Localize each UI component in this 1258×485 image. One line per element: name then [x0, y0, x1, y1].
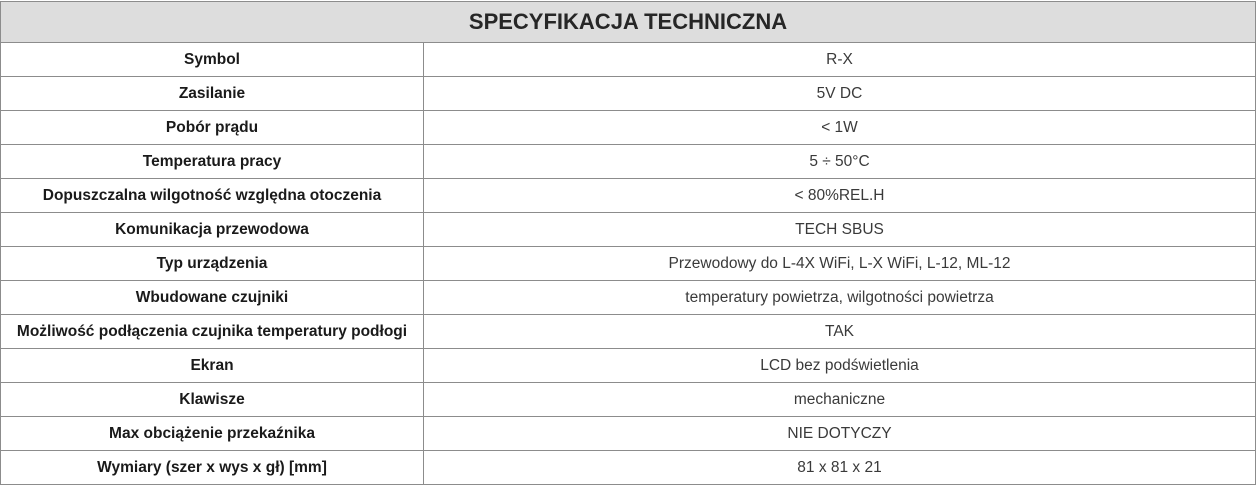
spec-label: Typ urządzenia [1, 247, 424, 281]
spec-row [1, 179, 1256, 213]
spec-value: Przewodowy do L-4X WiFi, L-X WiFi, L-12, ML-12 [424, 247, 1256, 281]
spec-value: 81 x 81 x 21 [424, 451, 1256, 485]
spec-label: Symbol [1, 43, 424, 77]
spec-header-row [1, 2, 1256, 43]
spec-label: Możliwość podłączenia czujnika temperatury podłogi [1, 315, 424, 349]
spec-label: Klawisze [1, 383, 424, 417]
spec-row [1, 383, 1256, 417]
spec-label: Dopuszczalna wilgotność względna otoczenia [1, 179, 424, 213]
spec-value: mechaniczne [424, 383, 1256, 417]
spec-label: Ekran [1, 349, 424, 383]
spec-label: Temperatura pracy [1, 145, 424, 179]
spec-label: Wymiary (szer x wys x gł) [mm] [1, 451, 424, 485]
spec-row [1, 111, 1256, 145]
spec-value: temperatury powietrza, wilgotności powietrza [424, 281, 1256, 315]
spec-value: < 1W [424, 111, 1256, 145]
spec-row [1, 417, 1256, 451]
spec-row [1, 451, 1256, 485]
spec-row [1, 315, 1256, 349]
spec-value: NIE DOTYCZY [424, 417, 1256, 451]
spec-row [1, 43, 1256, 77]
spec-label: Komunikacja przewodowa [1, 213, 424, 247]
spec-row [1, 77, 1256, 111]
spec-value: 5 ÷ 50°C [424, 145, 1256, 179]
spec-row [1, 281, 1256, 315]
spec-title: SPECYFIKACJA TECHNICZNA [1, 2, 1256, 43]
spec-label: Zasilanie [1, 77, 424, 111]
spec-value: 5V DC [424, 77, 1256, 111]
spec-row [1, 247, 1256, 281]
spec-label: Pobór prądu [1, 111, 424, 145]
spec-value: TECH SBUS [424, 213, 1256, 247]
spec-value: LCD bez podświetlenia [424, 349, 1256, 383]
spec-row [1, 145, 1256, 179]
spec-table [0, 1, 1256, 485]
spec-value: R-X [424, 43, 1256, 77]
spec-row [1, 349, 1256, 383]
spec-label: Wbudowane czujniki [1, 281, 424, 315]
spec-label: Max obciążenie przekaźnika [1, 417, 424, 451]
spec-row [1, 213, 1256, 247]
spec-value: TAK [424, 315, 1256, 349]
spec-value: < 80%REL.H [424, 179, 1256, 213]
